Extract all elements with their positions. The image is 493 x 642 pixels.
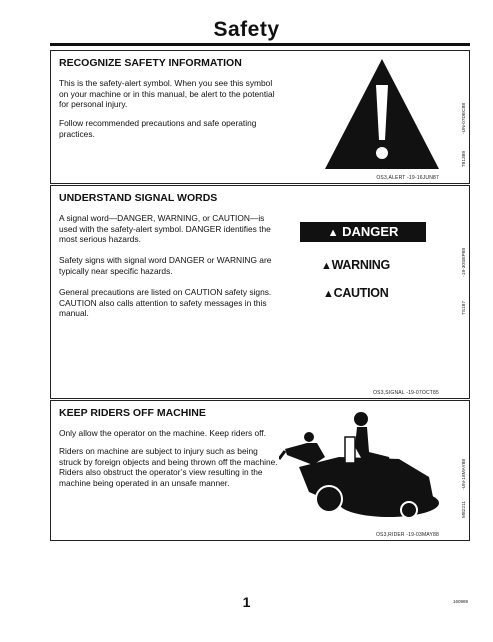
figure-id: -19-30SEP88 — [462, 248, 467, 277]
page-title: Safety — [213, 18, 280, 41]
warning-triangle-icon: ▲ — [323, 288, 334, 300]
caution-sign — [323, 286, 388, 300]
section-signal-words — [50, 185, 470, 399]
warning-triangle-icon: ▲ — [321, 260, 332, 272]
figure-id: -UN-18MAY88 — [462, 459, 467, 490]
caution-label: CAUTION — [333, 286, 389, 300]
section-heading: RECOGNIZE SAFETY INFORMATION — [59, 57, 242, 69]
danger-sign — [300, 222, 426, 242]
warning-sign — [321, 258, 390, 272]
section-heading: UNDERSTAND SIGNAL WORDS — [59, 192, 218, 204]
section-code: OS3,SIGNAL -19-07OCT85 — [373, 390, 439, 396]
figure-id: -UN-07DEC88 — [462, 103, 467, 134]
paragraph: This is the safety-alert symbol. When you see this symbol on your machine or in this manual, be alert to the potential for personal injury. — [59, 78, 275, 110]
section-code: OS3,ALERT -19-16JUN87 — [376, 175, 439, 181]
title-rule — [50, 43, 470, 46]
paragraph: Safety signs with signal word DANGER or WARNING are typically near specific hazards. — [59, 255, 272, 276]
safety-alert-icon — [321, 55, 443, 173]
footer-code: 160989 — [452, 599, 468, 604]
warning-label: WARNING — [331, 258, 390, 272]
section-recognize-safety — [50, 50, 470, 184]
section-code: OS3,RIDER -19-03MAY88 — [375, 532, 439, 538]
section-heading: KEEP RIDERS OFF MACHINE — [59, 407, 206, 419]
paragraph: Follow recommended precautions and safe operating practices. — [59, 118, 257, 139]
danger-label: DANGER — [342, 224, 399, 239]
paragraph: A signal word—DANGER, WARNING, or CAUTION—is used with the safety-alert symbol. DANGER identifies the most serious hazards. — [59, 213, 271, 245]
section-riders — [50, 400, 470, 541]
warning-triangle-icon: ▲ — [327, 227, 339, 239]
figure-id: T81389 — [462, 151, 467, 168]
paragraph: General precautions are listed on CAUTION safety signs. CAUTION also calls attention to safety messages in this manual. — [59, 287, 272, 319]
paragraph: Riders on machine are subject to injury such as being struck by foreign objects and being thrown off the machine. Riders also obstruct the operator’s view resulting in the machine being operated in an unsafe manner. — [59, 446, 278, 488]
figure-id: M82211 — [462, 501, 467, 518]
page-number: 1 — [242, 594, 251, 610]
figure-id: TS187 — [462, 301, 467, 316]
paragraph: Only allow the operator on the machine. Keep riders off. — [59, 428, 267, 438]
rider-on-mower-illustration — [279, 407, 449, 525]
